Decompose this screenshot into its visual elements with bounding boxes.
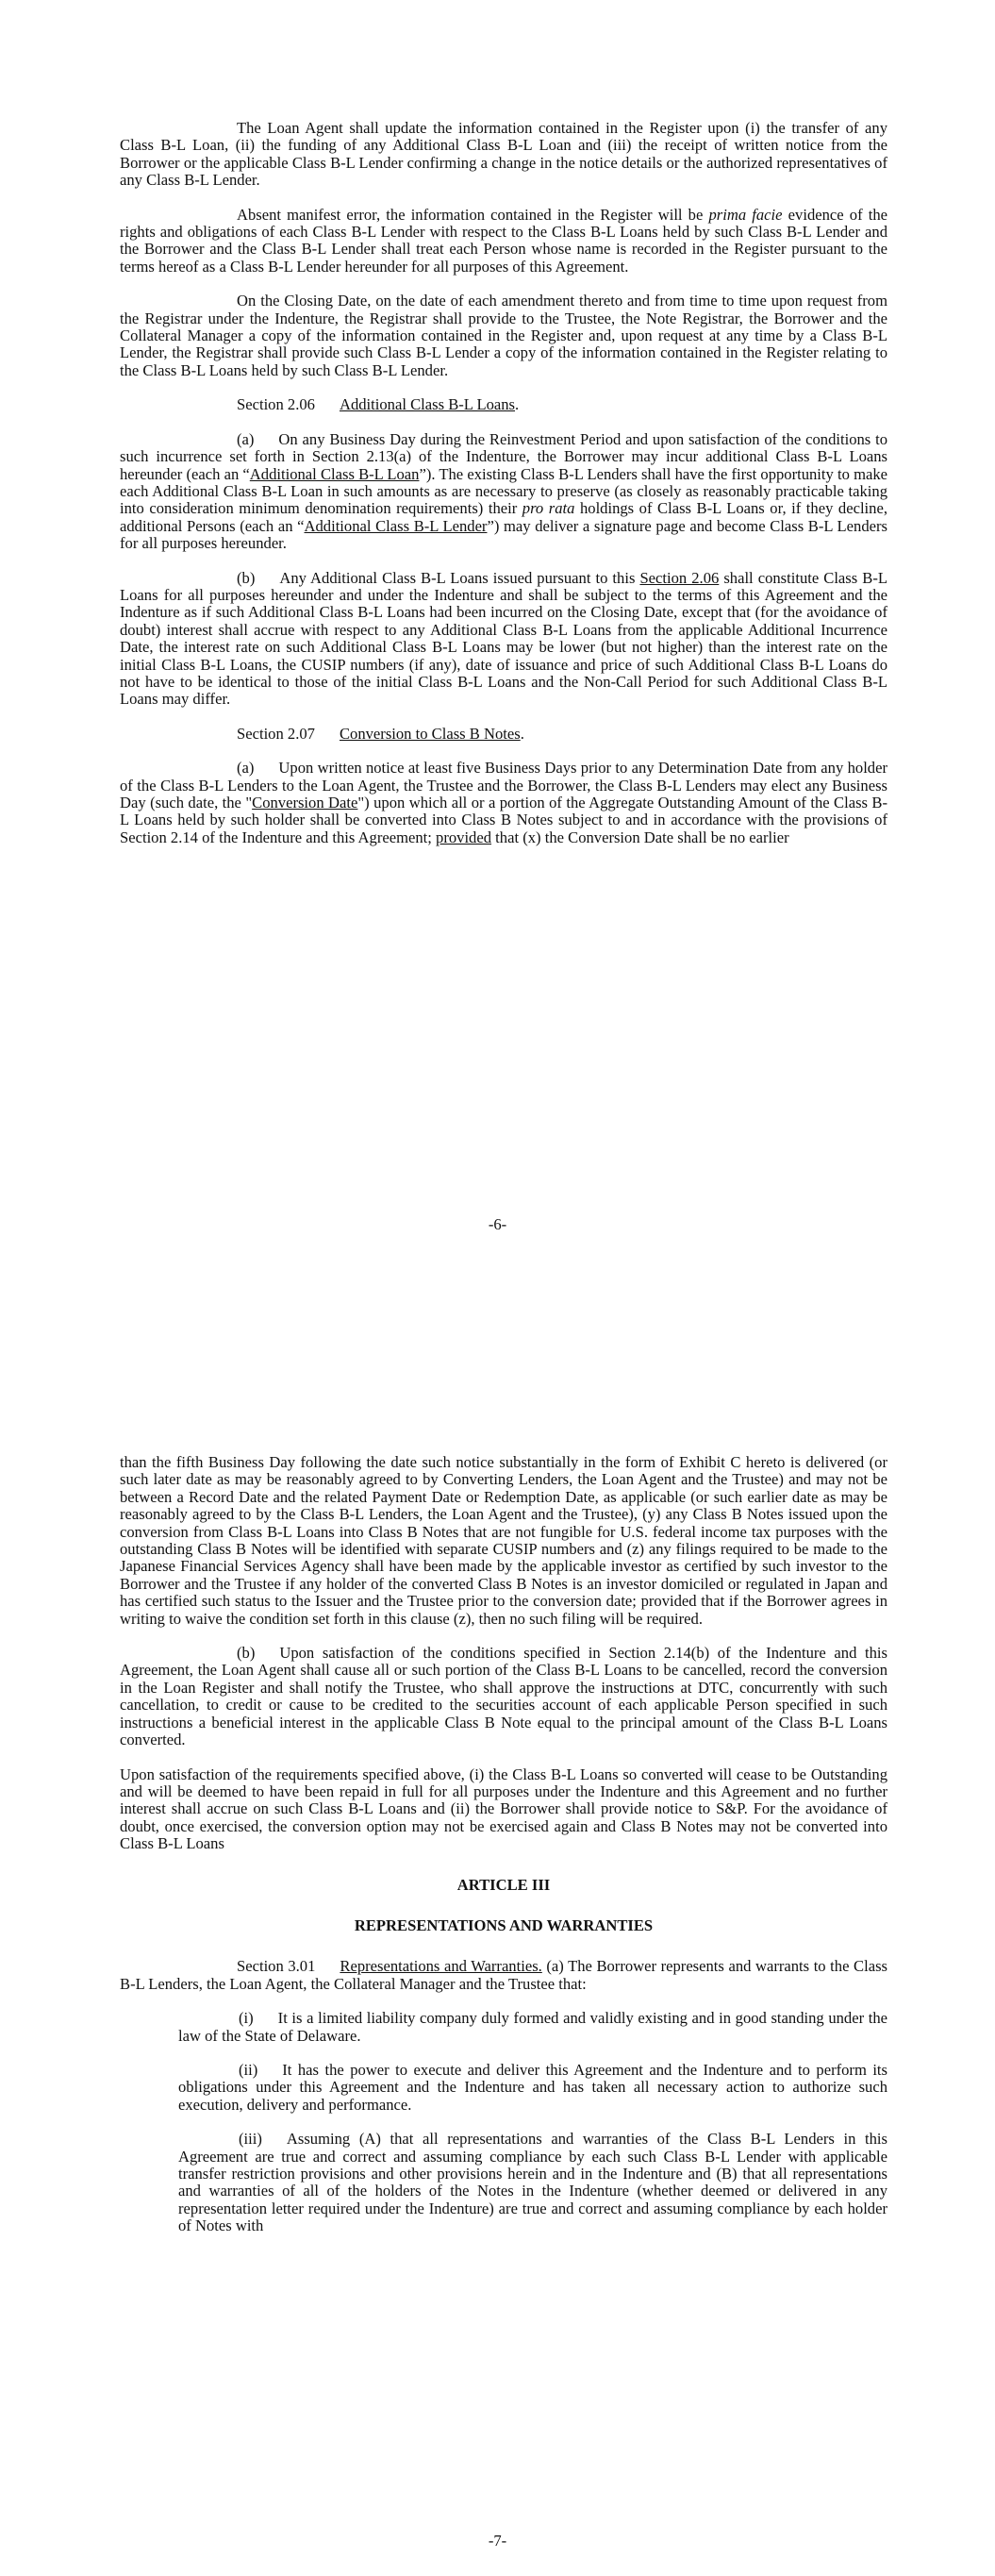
paragraph-closing-date: On the Closing Date, on the date of each amendment thereto and from time to time upon request from the Registrar under the Indenture, the Registrar shall provide to the Trustee, the Note Registrar, the Borrower and the Collateral Manager a copy of the information contained in the Register and, upon request at any time by a Class B-L Lender, the Registrar shall provide such Class B-L Lender a copy of the information contained in the Register relating to the Class B-L Loans held by such Class B-L Lender.: [120, 292, 887, 379]
paragraph-prima-facie: [120, 207, 887, 276]
text-run: Absent manifest error, the information contained in the Register will be: [237, 205, 709, 224]
cross-reference: Section 2.06: [639, 568, 720, 587]
clause-label: (ii): [239, 2060, 258, 2079]
text-run: Upon satisfaction of the conditions specified in Section 2.14(b) of the Indenture and this Agreement, the Loan Agent shall cause all or such portion of the Class B-L Loans to be cancelled, record the conversion in the Loan Register and shall notify the Trustee, who shall approve the instructions at DTC, concurrently with such cancellation, to credit or cause to be credited to the securities account of each applicable Person specified in such instructions a beneficial interest in the applicable Class B Note equal to the principal amount of the Class B-L Loans converted.: [120, 1644, 887, 1749]
page-6: [0, 0, 995, 1255]
proviso-term: provided: [436, 828, 492, 846]
text-run: ") upon which all or a portion of the Aggregate Outstanding Amount of the Class B-L Loans held by such holder shall be converted into Class B Notes subject to and in accordance with the provisions of Section 2.14 of the Indenture and this Agreement;: [120, 794, 888, 846]
section-number: Section 2.06: [237, 395, 315, 414]
page-number: -6-: [488, 1215, 507, 1233]
page-number: -7-: [488, 2532, 507, 2550]
defined-term: Additional Class B-L Lender: [304, 516, 488, 535]
page-7: [0, 1264, 995, 2576]
text-run: Any Additional Class B-L Loans issued pursuant to this: [279, 568, 640, 587]
clause-label: (iii): [239, 2130, 262, 2149]
article-title: REPRESENTATIONS AND WARRANTIES: [354, 1915, 654, 1934]
italic-term: pro rata: [522, 499, 575, 518]
section-heading-2-06: Section 2.06 Additional Class B-L Loans.: [237, 395, 520, 414]
text-run: (a) The Borrower represents and warrants to the Class B-L Lenders, the Loan Agent, the Collateral Manager and the Trustee that:: [120, 1957, 887, 1993]
section-title: Additional Class B-L Loans: [339, 395, 516, 414]
clause-label: (i): [239, 2009, 254, 2028]
text-run: It is a limited liability company duly formed and validly existing and in good standing under the law of the State of Delaware.: [178, 2009, 887, 2045]
clause-label: (b): [237, 568, 256, 587]
text-run: Assuming (A) that all representations and warranties of the Class B-L Lenders in this Agreement are true and correct and assuming compliance by each such Class B-L Lender with applicable transfer restriction provisions and other provisions herein and in the Indenture and (B) that all representations and warranties of all of the holders of the Notes in the Indenture (whether deemed or delivered in any representation letter required under the Indenture) are true and correct and assuming compliance by each holder of Notes with: [178, 2130, 887, 2235]
section-title: Conversion to Class B Notes: [339, 724, 521, 743]
article-heading: ARTICLE III: [456, 1875, 551, 1894]
page-6-body: [120, 120, 887, 846]
text-run: ”). The existing Class B-L Lenders shall have the first opportunity to make each Additional Class B-L Loan in such amounts as are necessary to preserve (as closely as reasonably practicable taking into consideration minimum denomination requirements) their: [120, 464, 888, 518]
section-number: Section 3.01: [237, 1957, 316, 1976]
clause-label: (a): [237, 429, 255, 448]
clause-ii: [120, 2062, 887, 2114]
section-title: Representations and Warranties.: [340, 1957, 542, 1976]
italic-term: prima facie: [708, 205, 783, 224]
text-run: evidence of the rights and obligations of each Class B-L Lender with respect to the Class B-L Loans held by such Class B-L Lender and the Borrower and the Class B-L Lender shall treat each Person whose name is recorded in the Register pursuant to the terms hereof as a Class B-L Lender hereunder for all purposes of this Agreement.: [120, 205, 888, 276]
paragraph-continuation: than the fifth Business Day following the date such notice substantially in the form of Exhibit C hereto is delivered (or such later date as may be reasonably agreed to by Converting Lenders, the Loan Agent and the Trustee) and may not be between a Record Date and the related Payment Date or Redemption Date, as applicable (or such earlier date as may be reasonably agreed to by the Class B-L Lenders, the Loan Agent and the Trustee), (y) any Class B Notes issued upon the conversion from Class B-L Loans into Class B Notes that are not fungible for U.S. federal income tax purposes with the outstanding Class B Notes will be identified with separate CUSIP numbers and (z) any filings required to be made to the Japanese Financial Services Agency shall have been made by the applicable investor as certified by such investor to the Borrower and the Trustee if any holder of the converted Class B Notes is an investor domiciled or regulated in Japan and has certified such status to the Issuer and the Trustee prior to the conversion date; provided that if the Borrower agrees in writing to waive the condition set forth in this clause (z), then no such filing will be required.: [120, 1453, 887, 1628]
paragraph-conversion-effect: Upon satisfaction of the requirements specified above, (i) the Class B-L Loans so converted will cease to be Outstanding and will be deemed to have been repaid in full for all purposes under the Indenture and this Agreement and no further interest shall accrue on such Class B-L Loans and (ii) the Borrower shall provide notice to S&P. For the avoidance of doubt, once exercised, the conversion option may not be exercised again and Class B Notes may not be converted into Class B-L Loans: [120, 1765, 887, 1853]
paragraph-register-update: The Loan Agent shall update the information contained in the Register upon (i) the transfer of any Class B-L Loan, (ii) the funding of any Additional Class B-L Loan and (iii) the receipt of written notice from the Borrower or the applicable Class B-L Lender confirming a change in the notice details or the authorized representatives of any Class B-L Lender.: [120, 119, 887, 190]
paragraph-3-01: [120, 1958, 887, 1993]
paragraph-2-07-a: [120, 760, 887, 846]
text-run: ”) may deliver a signature page and become Class B-L Lenders for all purposes hereunder.: [120, 516, 887, 553]
section-heading-2-07: Section 2.07 Conversion to Class B Notes.: [237, 724, 524, 743]
page-7-body: [120, 1454, 887, 2235]
text-run: that (x) the Conversion Date shall be no earlier: [491, 828, 789, 846]
clause-iii: [120, 2131, 887, 2234]
paragraph-2-06-a: [120, 431, 887, 553]
text-run: Upon written notice at least five Business Days prior to any Determination Date from any holder of the Class B-L Lenders to the Loan Agent, the Trustee and the Borrower, the Class B-L Lenders may elect any Business Day (such date, the ": [120, 759, 887, 811]
clause-i: [120, 2010, 887, 2045]
defined-term: Additional Class B-L Loan: [249, 464, 420, 483]
clause-label: (a): [237, 759, 255, 778]
section-number: Section 2.07: [237, 724, 315, 743]
clause-label: (b): [237, 1644, 256, 1663]
paragraph-2-06-b: [120, 570, 887, 709]
text-run: It has the power to execute and deliver this Agreement and the Indenture and to perform its obligations under this Agreement and the Indenture and has taken all necessary action to authorize such execution, delivery and performance.: [178, 2060, 887, 2114]
text-run: On any Business Day during the Reinvestment Period and upon satisfaction of the conditions to such incurrence set forth in Section 2.13(a) of the Indenture, the Borrower may incur additional Class B-L Loans hereunder (each an “: [120, 429, 887, 483]
paragraph-2-07-b: [120, 1645, 887, 1748]
text-run: holdings of Class B-L Loans or, if they decline, additional Persons (each an “: [120, 499, 887, 535]
defined-term: Conversion Date: [252, 794, 358, 811]
text-run: shall constitute Class B-L Loans for all purposes hereunder and under the Indenture and shall be subject to the terms of this Agreement and the Indenture as if such Additional Class B-L Loans had been incurred on the Closing Date, except that (for the avoidance of doubt) interest shall accrue with respect to any Additional Class B-L Loans from the applicable Additional Incurrence Date, the interest rate on such Additional Class B-L Loans may be lower (but not higher) than the interest rate on the initial Class B-L Loans, the CUSIP numbers (if any), date of issuance and price of such Additional Class B-L Loans do not have to be identical to those of the initial Class B-L Loans and the Non-Call Period for such Additional Class B-L Loans may differ.: [120, 568, 887, 709]
